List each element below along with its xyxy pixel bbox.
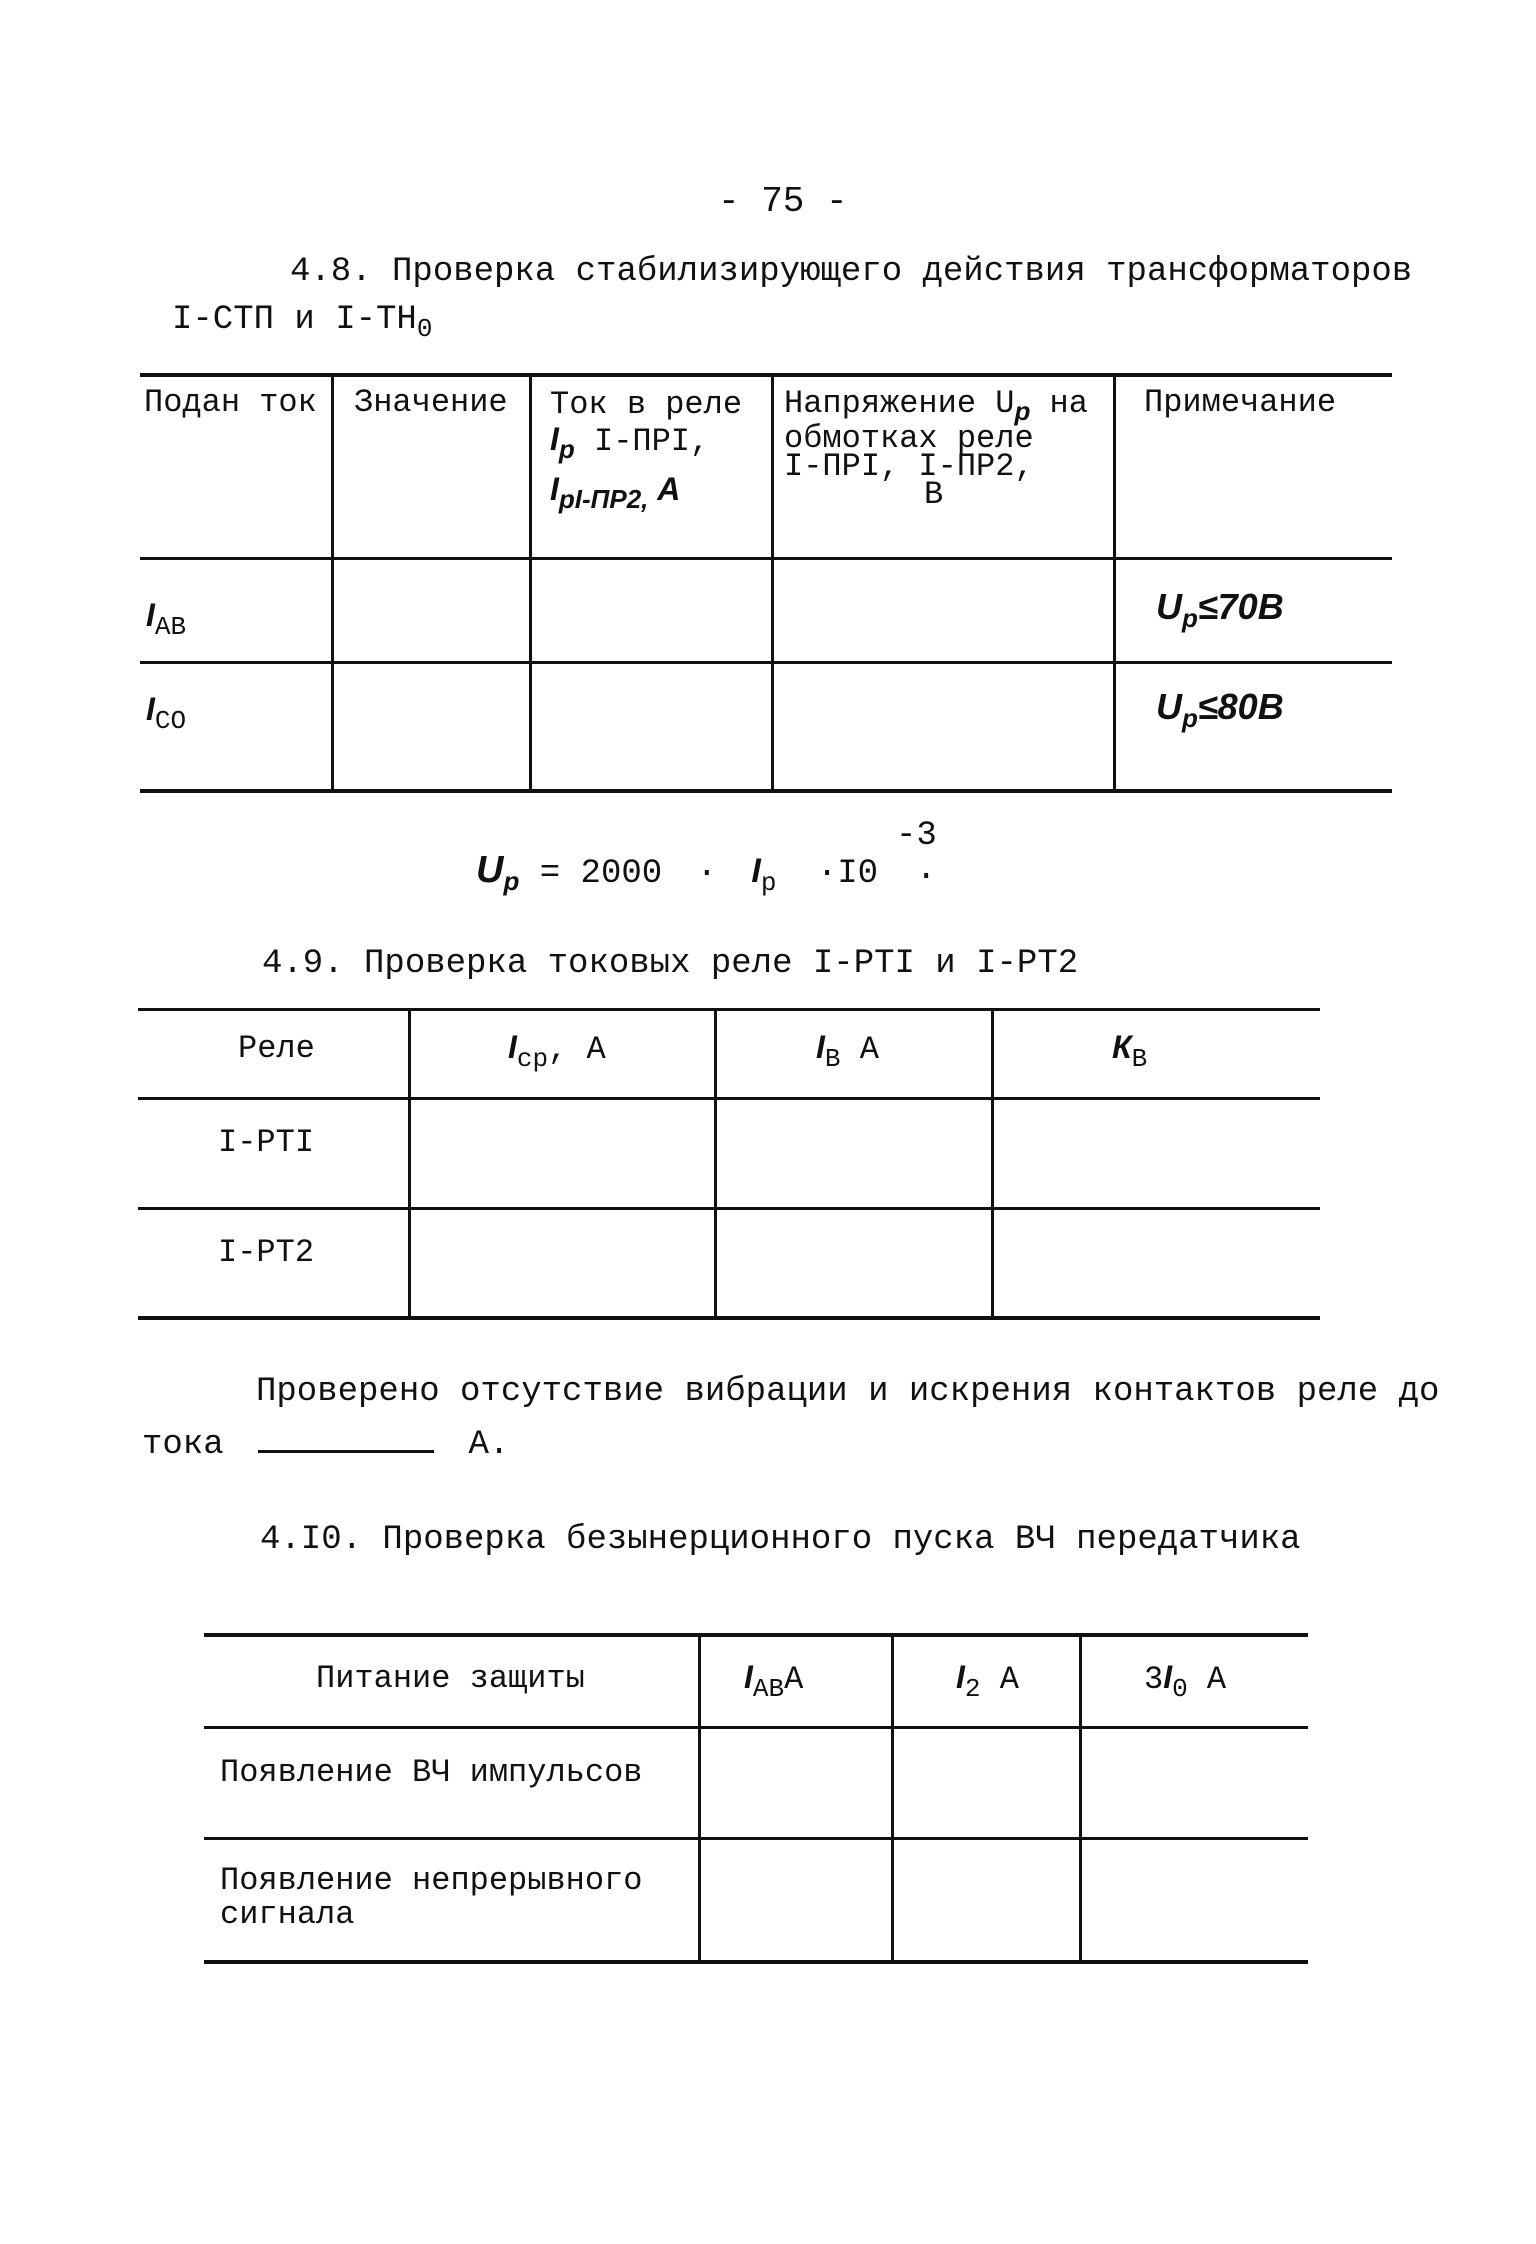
coefficient-3: 3	[1144, 1661, 1164, 1698]
row-ico-current	[146, 692, 186, 738]
symbol-I: I	[744, 1659, 753, 1695]
symbol-I: I	[956, 1659, 965, 1695]
header-relay-current	[550, 388, 742, 516]
symbol-sub: р	[503, 866, 520, 896]
header-voltage-line4: В	[924, 476, 944, 513]
symbol-U: U	[1156, 686, 1182, 727]
voltage-on: на	[1030, 385, 1088, 422]
multiply-dot: ·	[696, 855, 717, 893]
symbol-K: К	[1112, 1029, 1132, 1065]
header-3i0	[1144, 1660, 1226, 1706]
header-relay: Реле	[238, 1030, 315, 1067]
section-4-8-title: 4.8. Проверка стабилизирующего действия трансформаторов	[290, 253, 1413, 291]
section-4-9-title: 4.9. Проверка токовых реле I-РТI и I-РТ2	[262, 945, 1079, 983]
header-current-applied: Подан ток	[144, 384, 317, 421]
header-ib	[816, 1030, 879, 1076]
page-number: - 75 -	[718, 181, 848, 222]
title-devices: I-СТП и I-ТН	[172, 301, 417, 339]
section-4-8-title-line2	[172, 300, 432, 349]
symbol-sub: р	[558, 434, 575, 464]
vibration-text-line1: Проверено отсутствие вибрации и искрения контактов реле до	[256, 1373, 1440, 1411]
unit-label: А	[840, 1031, 879, 1068]
header-kb	[1112, 1030, 1147, 1076]
relay-row-rt2: I-РТ2	[218, 1234, 315, 1271]
symbol-sub: 0	[1172, 1674, 1188, 1704]
header-note: Примечание	[1144, 384, 1337, 421]
header-icp	[508, 1030, 606, 1076]
symbol-sub: ср	[516, 1044, 549, 1074]
header-power: Питание защиты	[316, 1660, 585, 1697]
symbol-I: I	[146, 691, 155, 727]
row-iab-note	[1156, 586, 1284, 635]
section-4-10-title: 4.I0. Проверка безынерционного пуска ВЧ передатчика	[260, 1521, 1301, 1559]
symbol-I: I	[550, 471, 559, 507]
symbol-I: I	[1163, 1659, 1173, 1695]
header-relay-current-line1: Ток в реле	[550, 386, 743, 423]
symbol-I: I	[751, 852, 761, 890]
header-relay-current-line3	[550, 472, 742, 516]
formula-end: .	[916, 851, 937, 889]
header-voltage-line2: обмотках реле	[784, 420, 1034, 457]
symbol-sub: р	[1014, 396, 1031, 426]
header-voltage-line3: I-ПРI, I-ПР2,	[784, 448, 1034, 485]
row-ico-note	[1156, 686, 1284, 735]
unit-label: А	[648, 471, 681, 507]
symbol-U: U	[476, 849, 504, 891]
vibration-text-line2	[142, 1420, 509, 1465]
formula-coefficient: = 2000	[539, 855, 663, 893]
symbol-sub: АВ	[752, 1674, 785, 1704]
vibration-unit: А.	[468, 1426, 510, 1464]
relay-name: I-ПРI,	[574, 423, 710, 460]
relay-row-rt1: I-РТI	[218, 1124, 315, 1161]
limit-value: ≤70В	[1197, 586, 1284, 627]
unit-label: А	[784, 1661, 804, 1698]
row-iab-current	[146, 598, 186, 644]
symbol-sub: р	[760, 868, 777, 898]
formula	[476, 850, 878, 903]
symbol-sub: В	[1131, 1044, 1148, 1074]
header-relay-current-line2	[550, 422, 742, 466]
symbol-I: I	[550, 421, 559, 457]
voltage-label: Напряжение U	[784, 385, 1015, 422]
formula-ten: ·I0	[816, 855, 879, 893]
unit-label: , А	[548, 1031, 606, 1068]
symbol-I: I	[508, 1029, 517, 1065]
symbol-sub: рI-ПР2,	[558, 484, 649, 514]
symbol-I: I	[146, 597, 155, 633]
row-continuous-signal	[220, 1864, 642, 1932]
unit-label: А	[1187, 1661, 1227, 1698]
vibration-current-label: тока	[142, 1426, 224, 1464]
header-i2	[956, 1660, 1019, 1706]
symbol-sub: В	[824, 1044, 841, 1074]
symbol-sub: АВ	[154, 612, 187, 642]
limit-value: ≤80В	[1197, 686, 1284, 727]
row-continuous-line1: Появление непрерывного	[220, 1862, 643, 1899]
unit-label: А	[980, 1661, 1019, 1698]
formula-exponent: -3	[896, 817, 937, 855]
current-blank-field[interactable]	[258, 1420, 434, 1453]
symbol-sub: СО	[154, 706, 187, 736]
row-hf-pulses: Появление ВЧ импульсов	[220, 1754, 643, 1791]
symbol-sub: р	[1182, 603, 1198, 633]
header-iab	[744, 1660, 803, 1706]
symbol-I: I	[816, 1029, 825, 1065]
symbol-sub: р	[1182, 703, 1198, 733]
title-subscript: 0	[416, 314, 433, 344]
header-value: Значение	[354, 384, 508, 421]
symbol-sub: 2	[964, 1674, 981, 1704]
header-voltage	[784, 385, 1088, 513]
row-continuous-line2: сигнала	[220, 1896, 355, 1933]
symbol-U: U	[1156, 586, 1182, 627]
